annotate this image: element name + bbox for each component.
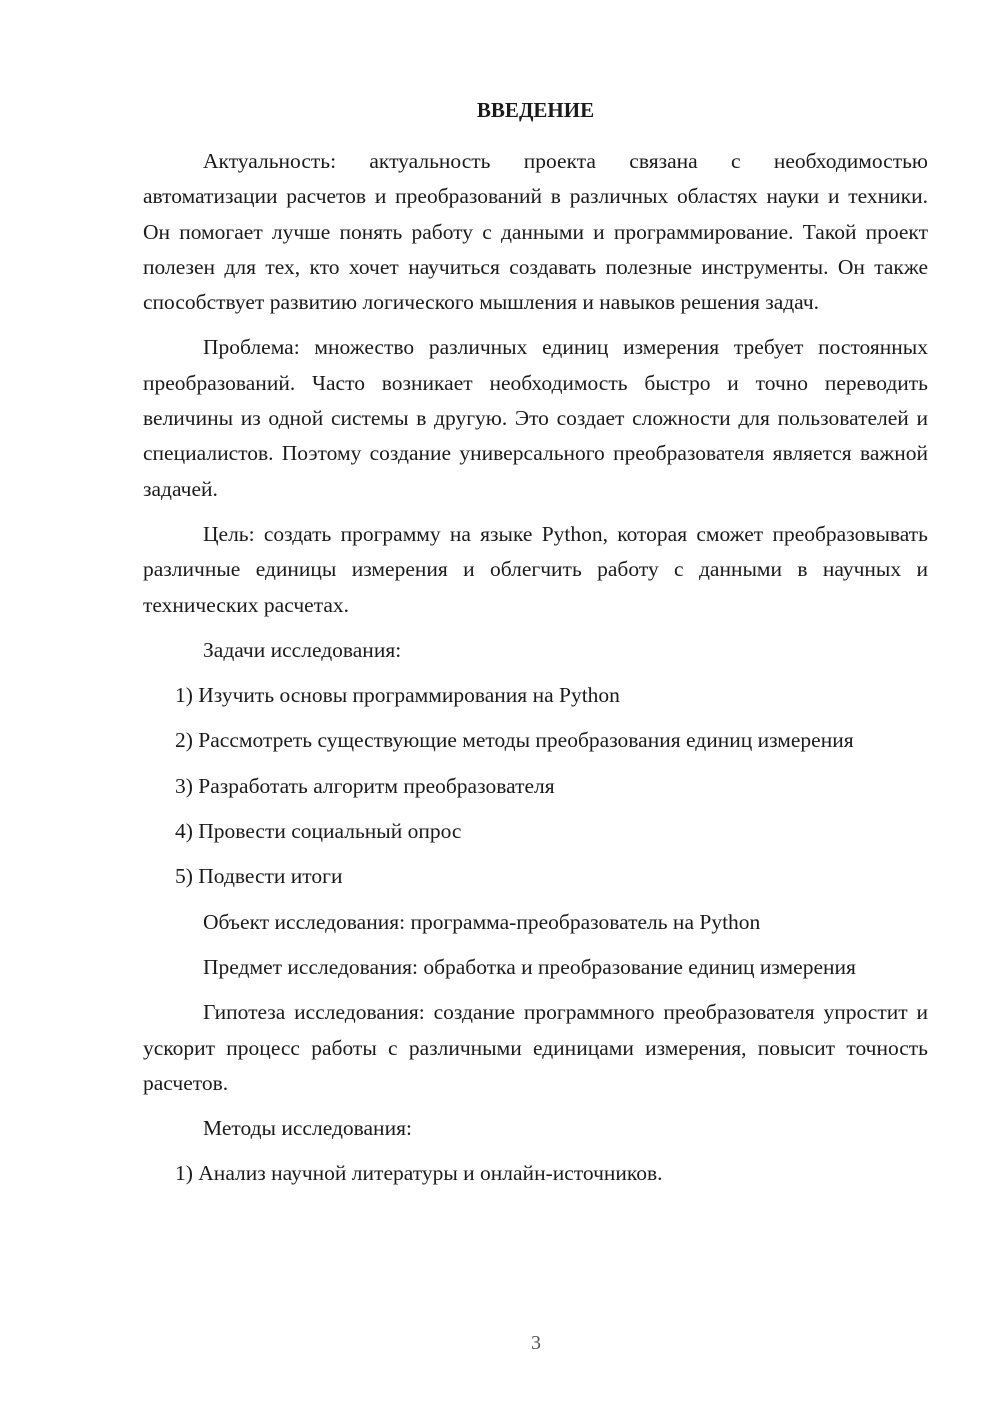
task-item: 5) Подвести итоги (175, 864, 343, 889)
problem-paragraph: Проблема: множество различных единиц измерения требует постоянных преобразований. Часто возникает необходимость быстро и точно переводить величины из одной системы в другую. Это создает сложности для пользователей и специалистов. Поэтому создание универсального преобразователя является важной задачей. (143, 335, 928, 501)
method-item: 1) Анализ научной литературы и онлайн-источников. (175, 1161, 663, 1186)
object-paragraph: Объект исследования: программа-преобразователь на Python (203, 909, 761, 934)
tasks-heading: Задачи исследования: (203, 637, 402, 662)
hypothesis-paragraph: Гипотеза исследования: создание программного преобразователя упростит и ускорит процесс работы с различными единицами измерения, повысит точность расчетов. (143, 1000, 928, 1095)
task-item: 2) Рассмотреть существующие методы преобразования единиц измерения (175, 728, 854, 753)
relevance-paragraph: Актуальность: актуальность проекта связана с необходимостью автоматизации расчетов и преобразований в различных областях науки и техники. Он помогает лучше понять работу с данными и программирование. Такой проект полезен для тех, кто хочет научиться создавать полезные инструменты. Он также способствует развитию логического мышления и навыков решения задач. (143, 149, 928, 315)
page-number: 3 (531, 1332, 541, 1354)
subject-paragraph: Предмет исследования: обработка и преобразование единиц измерения (203, 954, 856, 979)
task-item: 3) Разработать алгоритм преобразователя (175, 773, 555, 798)
document-page (143, 95, 928, 1202)
methods-heading: Методы исследования: (203, 1116, 412, 1141)
task-item: 4) Провести социальный опрос (175, 819, 462, 844)
goal-paragraph: Цель: создать программу на языке Python, которая сможет преобразовывать различные единицы измерения и облегчить работу с данными в научных и технических расчетах. (143, 521, 928, 617)
section-title: ВВЕДЕНИЕ (476, 98, 595, 122)
task-item: 1) Изучить основы программирования на Python (175, 683, 620, 708)
